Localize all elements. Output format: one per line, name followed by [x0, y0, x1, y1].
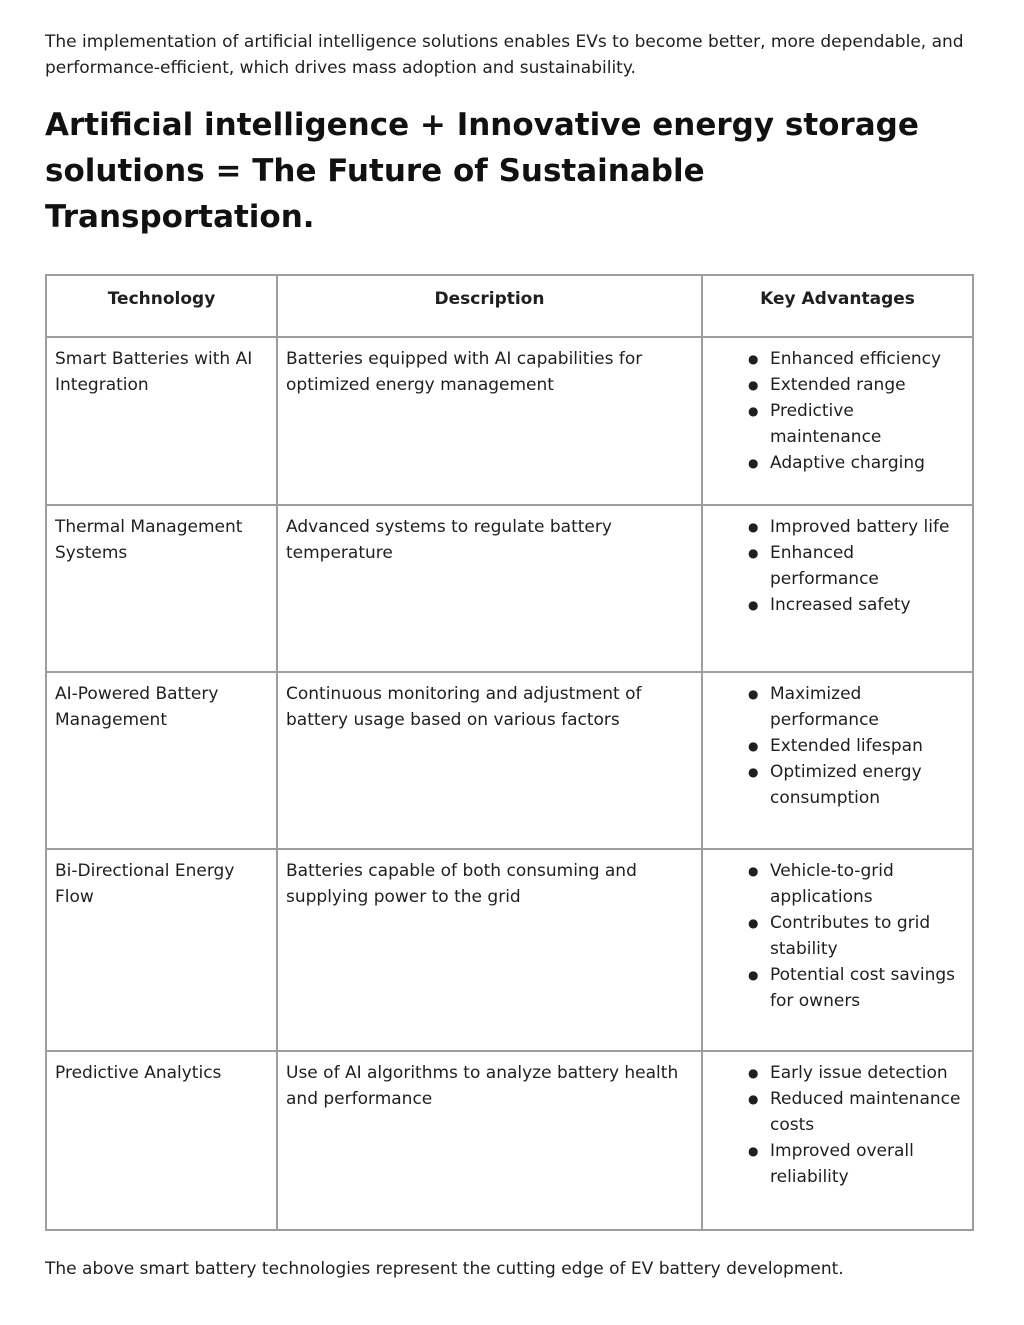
cell-advantages [702, 672, 973, 849]
table-row [46, 672, 973, 849]
intro-paragraph: The implementation of artificial intelligence solutions enables EVs to become better, more dependable, and performance-efficient, which drives mass adoption and sustainability. [45, 32, 964, 78]
cell-description: Advanced systems to regulate battery temperature [277, 505, 702, 672]
advantages-list [711, 858, 964, 1014]
cell-technology: Smart Batteries with AI Integration [46, 337, 277, 505]
cell-description: Batteries equipped with AI capabilities for optimized energy management [277, 337, 702, 505]
cell-description: Continuous monitoring and adjustment of battery usage based on various factors [277, 672, 702, 849]
list-item: ● Vehicle-to-grid applications [740, 858, 964, 910]
cell-technology: Bi-Directional Energy Flow [46, 849, 277, 1051]
closing-paragraph: The above smart battery technologies represent the cutting edge of EV battery development. [45, 1259, 844, 1279]
cell-advantages [702, 505, 973, 672]
list-item: ● Improved overall reliability [740, 1138, 964, 1190]
technology-table [45, 274, 974, 1231]
list-item: ● Optimized energy consumption [740, 759, 964, 811]
list-item: ● Extended range [740, 372, 964, 398]
advantages-list [711, 681, 964, 811]
table-row [46, 849, 973, 1051]
list-item: ● Increased safety [740, 592, 964, 618]
list-item: ● Reduced maintenance costs [740, 1086, 964, 1138]
list-item: ● Adaptive charging [740, 450, 964, 476]
list-item: ● Potential cost savings for owners [740, 962, 964, 1014]
header-key-advantages: Key Advantages [702, 275, 973, 337]
advantages-list [711, 514, 964, 618]
cell-technology: Thermal Management Systems [46, 505, 277, 672]
cell-advantages [702, 337, 973, 505]
list-item: ● Extended lifespan [740, 733, 964, 759]
list-item: ● Predictive maintenance [740, 398, 964, 450]
table-row [46, 1051, 973, 1230]
advantages-list [711, 346, 964, 476]
table-row [46, 505, 973, 672]
list-item: ● Maximized performance [740, 681, 964, 733]
list-item: ● Enhanced efficiency [740, 346, 964, 372]
cell-description: Batteries capable of both consuming and supplying power to the grid [277, 849, 702, 1051]
cell-description: Use of AI algorithms to analyze battery health and performance [277, 1051, 702, 1230]
header-description: Description [277, 275, 702, 337]
list-item: ● Improved battery life [740, 514, 964, 540]
table-header-row [46, 275, 973, 337]
cell-advantages [702, 1051, 973, 1230]
section-heading: Artificial intelligence + Innovative energy storage solutions = The Future of Sustainable Transportation. [45, 107, 919, 235]
list-item: ● Enhanced performance [740, 540, 964, 592]
cell-technology: AI-Powered Battery Management [46, 672, 277, 849]
advantages-list [711, 1060, 964, 1190]
list-item: ● Early issue detection [740, 1060, 964, 1086]
list-item: ● Contributes to grid stability [740, 910, 964, 962]
cell-technology: Predictive Analytics [46, 1051, 277, 1230]
table-row [46, 337, 973, 505]
header-technology: Technology [46, 275, 277, 337]
cell-advantages [702, 849, 973, 1051]
